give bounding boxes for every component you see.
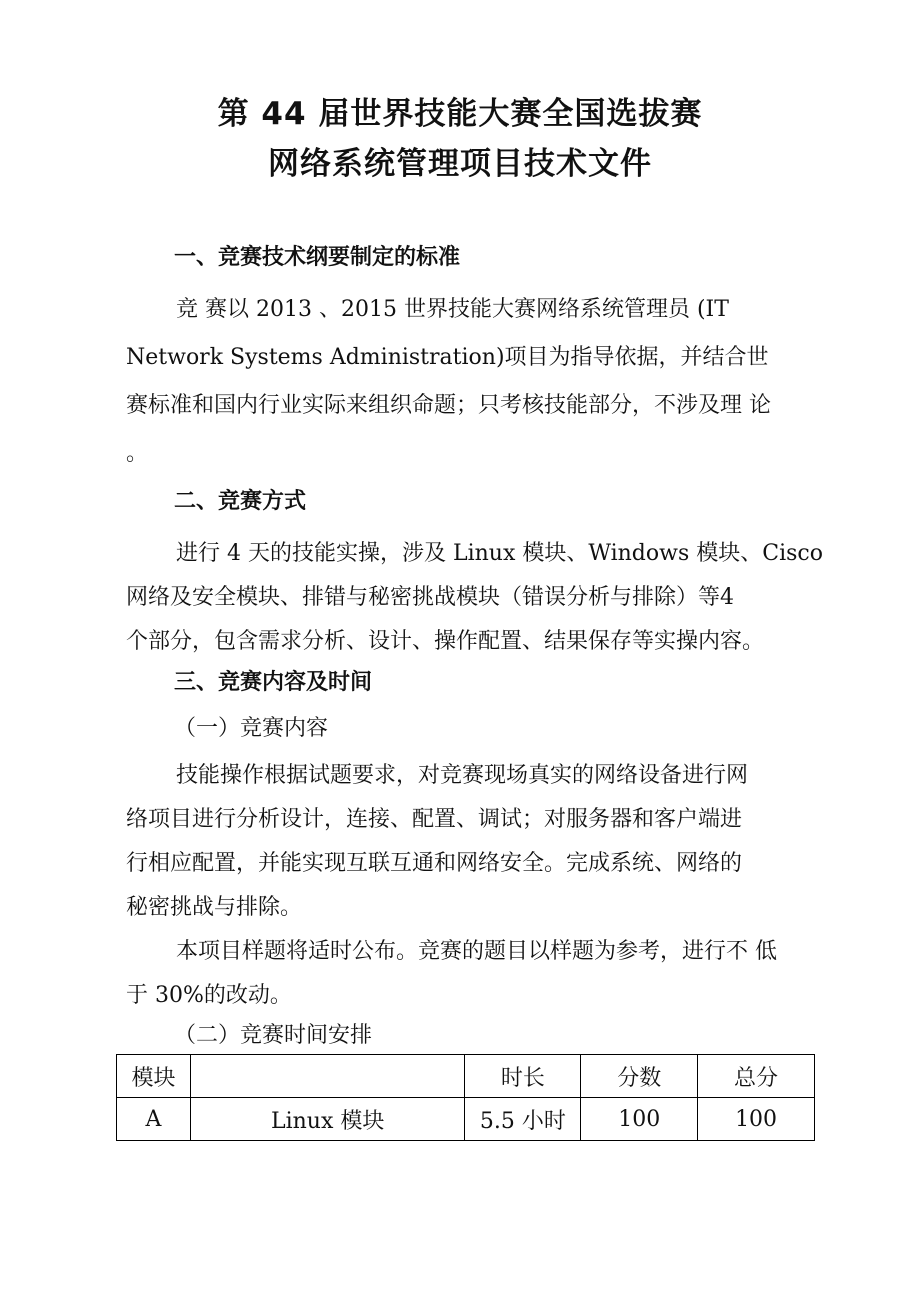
cell-total: 100 [698,1098,815,1141]
schedule-table [116,1054,815,1141]
section3-para1-line: 技能操作根据试题要求，对竞赛现场真实的网络设备进行网 [176,763,749,788]
section1-line: 。 [126,441,149,466]
table-header-row [117,1055,815,1098]
cell-duration: 5.5 小时 [465,1098,581,1141]
header-cell-module: 模块 [117,1055,191,1098]
section1-line: 竞 赛以 2013 、2015 世界技能大赛网络系统管理员 (IT [176,297,729,322]
section1-line: 赛标准和国内行业实际来组织命题；只考核技能部分，不涉及理 论 [126,393,771,418]
section1-line: Network Systems Administration)项目为指导依据，并结合世 [126,345,769,370]
section3-sub1: （一）竞赛内容 [174,716,329,741]
cell-score: 100 [581,1098,698,1141]
section2-heading: 二、竞赛方式 [174,489,307,514]
section3-para1-line: 络项目进行分析设计，连接、配置、调试；对服务器和客户端进 [126,807,743,832]
header-cell-name [190,1055,465,1098]
section3-sub2: （二）竞赛时间安排 [174,1023,373,1048]
header-cell-duration: 时长 [465,1055,581,1098]
doc-title-line1: 第 44 届世界技能大赛全国选拔赛 [217,96,703,132]
doc-title-line2: 网络系统管理项目技术文件 [268,146,652,182]
section2-line: 进行 4 天的技能实操，涉及 Linux 模块、Windows 模块、Cisco [176,541,823,566]
section2-line: 网络及安全模块、排错与秘密挑战模块（错误分析与排除）等4 [126,585,734,610]
section2-line: 个部分，包含需求分析、设计、操作配置、结果保存等实操内容。 [126,629,765,654]
cell-module: A [117,1098,191,1141]
table-row [117,1098,815,1141]
section3-para2-line: 于 30%的改动。 [126,983,292,1008]
header-cell-score: 分数 [581,1055,698,1098]
section3-para1-line: 秘密挑战与排除。 [126,895,303,920]
header-cell-total: 总分 [698,1055,815,1098]
cell-name: Linux 模块 [190,1098,465,1141]
section1-heading: 一、竞赛技术纲要制定的标准 [174,245,461,270]
section3-para2-line: 本项目样题将适时公布。竞赛的题目以样题为参考，进行不 低 [176,939,777,964]
section3-para1-line: 行相应配置，并能实现互联互通和网络安全。完成系统、网络的 [126,851,743,876]
section3-heading: 三、竞赛内容及时间 [174,670,373,695]
